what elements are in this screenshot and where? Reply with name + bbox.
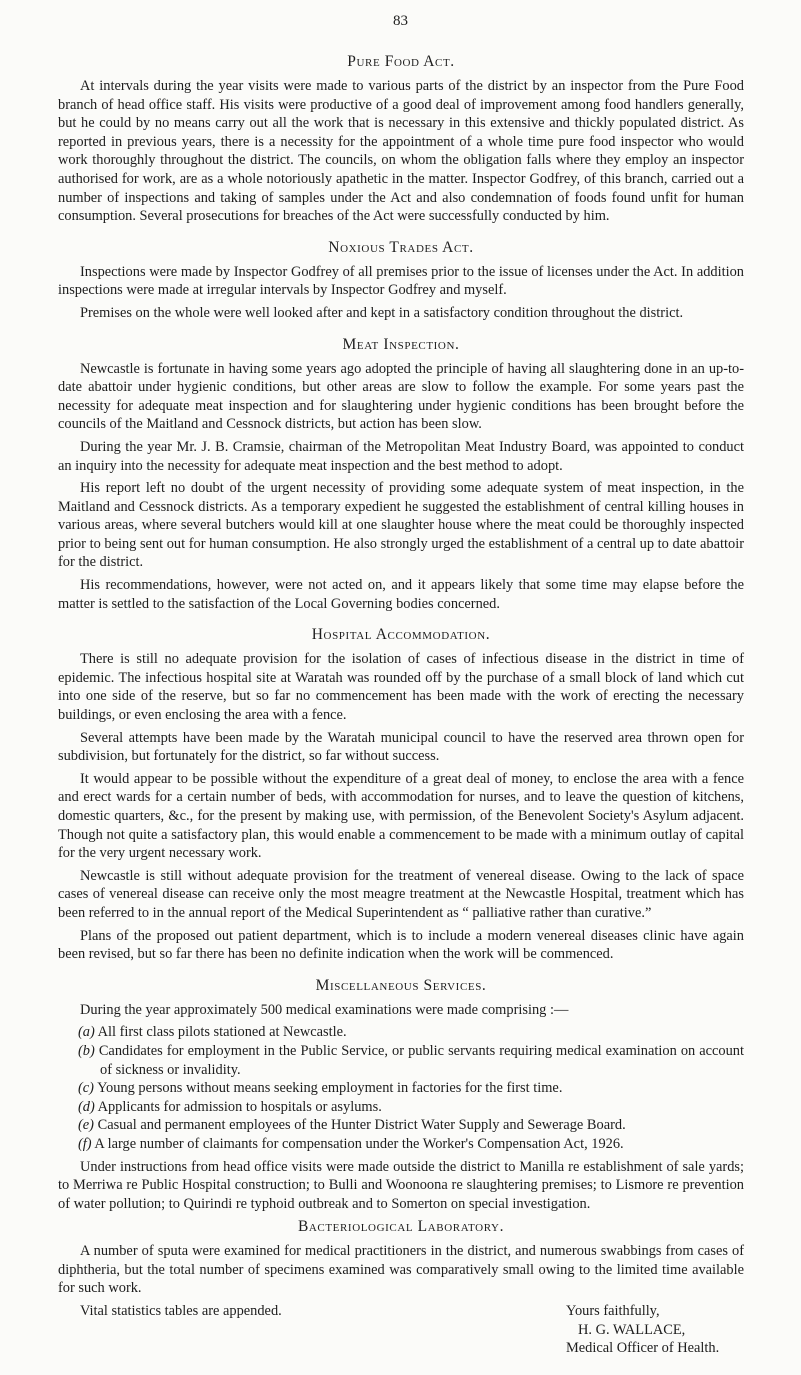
list-item [58, 1116, 744, 1135]
page-number: 83 [393, 13, 408, 29]
item-label: (c) [78, 1080, 94, 1097]
item-label: (b) [78, 1042, 95, 1059]
section-heading: Hospital Accommodation. [311, 626, 491, 644]
list-item [58, 1098, 744, 1117]
examination-list [58, 1023, 744, 1153]
list-item [58, 1023, 744, 1042]
item-text: Applicants for admission to hospitals or asylums. [97, 1098, 382, 1115]
section-heading: Meat Inspection. [342, 335, 460, 353]
list-item [58, 1135, 744, 1154]
item-text: Casual and permanent employees of the Hunter District Water Supply and Sewerage Board. [97, 1117, 626, 1134]
paragraph: His recommendations, however, were not acted on, and it appears likely that some time may elapse before the matter is settled to the satisfaction of the Local Governing bodies concerned. [58, 577, 744, 612]
section-heading: Bacteriological Laboratory. [297, 1218, 505, 1236]
list-item [58, 1079, 744, 1098]
paragraph: Newcastle is fortunate in having some years ago adopted the principle of having all slaughtering done in an up-to-date abattoir under hygienic conditions, but other areas are slow to follow the example. For some years past the necessity for adequate meat inspection and for slaughtering under hygienic conditions has been brought before the councils of the Maitland and Cessnock districts, but action has been slow. [58, 360, 744, 433]
item-text: Young persons without means seeking employment in factories for the first time. [97, 1080, 563, 1097]
signature-name: H. G. WALLACE, [578, 1321, 686, 1338]
item-label: (e) [78, 1117, 94, 1134]
item-label: (a) [78, 1024, 95, 1041]
paragraph: A number of sputa were examined for medical practitioners in the district, and numerous swabbings from cases of diphtheria, but the total number of specimens examined was comparatively small owing to the limited time available for such work. [58, 1243, 744, 1297]
item-text: All first class pilots stationed at Newcastle. [97, 1024, 347, 1041]
section-heading: Noxious Trades Act. [328, 238, 474, 256]
paragraph: Plans of the proposed out patient department, which is to include a modern venereal diseases clinic have again been revised, but so far there has been no definite indication when the work will be commenced. [58, 927, 744, 963]
page-body [58, 52, 744, 1357]
paragraph: Several attempts have been made by the Waratah municipal council to have the reserved area thrown open for subdivision, but fortunately for the district, so far without success. [58, 729, 744, 765]
closing-row [58, 1302, 744, 1321]
paragraph: There is still no adequate provision for the isolation of cases of infectious disease in the district in time of epidemic. The infectious hospital site at Waratah was rounded off by the purchase of a small block of land which cut into one side of the reserve, but so far no commencement has been made with the work of erecting the necessary buildings, or even enclosing the area with a fence. [58, 651, 744, 724]
paragraph: Inspections were made by Inspector Godfrey of all premises prior to the issue of licenses under the Act. In addition inspections were made at irregular intervals by Inspector Godfrey and myself. [58, 263, 744, 299]
paragraph: At intervals during the year visits were made to various parts of the district by an inspector from the Pure Food branch of head office staff. His visits were productive of a good deal of improvement among food handlers generally, but he could by no means carry out all the work that is necessary in this extensive and thickly populated district. As reported in previous years, there is a necessity for the appointment of a whole time pure food inspector who would work thoroughly throughout the district. The councils, on whom the obligation falls where they employ an inspector authorised for work, are as a whole notoriously apathetic in the matter. Inspector Godfrey, of this branch, carried out a number of inspections and taking of samples under the Act and also condemnation of foods found unfit for human consumption. Several prosecutions for breaches of the Act were successfully conducted by him. [58, 78, 744, 225]
signature-title: Medical Officer of Health. [566, 1339, 720, 1356]
paragraph: It would appear to be possible without the expenditure of a great deal of money, to enclose the area with a fence and erect wards for a certain number of beds, with accommodation for nurses, and to leave the question of kitchens, domestic quarters, &c., for the present by making use, with permission, of the Benevolent Society's Asylum adjacent. Though not quite a satisfactory plan, this would enable a commencement to be made with a minimum outlay of capital for the very urgent necessary work. [58, 770, 744, 862]
item-text: Candidates for employment in the Public Service, or public servants requiring medical examination on account of sickness or invalidity. [98, 1042, 744, 1078]
paragraph: Under instructions from head office visits were made outside the district to Manilla re establishment of sale yards; to Merriwa re Public Hospital construction; to Bulli and Woonoona re slaughtering premises; to Lismore re prevention of water pollution; to Quirindi re typhoid outbreak and to Somerton on special investigation. [58, 1158, 744, 1212]
paragraph: Newcastle is still without adequate provision for the treatment of venereal disease. Owing to the lack of space cases of venereal disease can receive only the most meagre treatment at the Newcastle Hospital, treatment which has been referred to in the annual report of the Medical Superintendent as “ palliative rather than curative.” [58, 867, 744, 921]
item-label: (f) [78, 1135, 92, 1152]
signature-block [566, 1321, 744, 1357]
list-item [58, 1042, 744, 1079]
item-label: (d) [78, 1098, 95, 1115]
item-text: A large number of claimants for compensation under the Worker's Compensation Act, 1926. [94, 1135, 624, 1152]
paragraph: During the year approximately 500 medical examinations were made comprising :— [80, 1001, 569, 1018]
section-heading: Pure Food Act. [347, 53, 455, 70]
paragraph: His report left no doubt of the urgent necessity of providing some adequate system of meat inspection, in the Maitland and Cessnock districts. As a temporary expedient he suggested the establishment of central killing houses in various areas, where several butchers would kill at one slaughter house where the meat could be thoroughly inspected prior to being sent out for human consumption. He also strongly urged the establishment of a central up to date abattoir for the district. [58, 480, 744, 571]
paragraph: During the year Mr. J. B. Cramsie, chairman of the Metropolitan Meat Industry Board, was appointed to conduct an inquiry into the necessity for adequate meat inspection and the best method to adopt. [58, 438, 744, 474]
paragraph: Premises on the whole were well looked after and kept in a satisfactory condition throughout the district. [80, 304, 684, 321]
signature-closing: Yours faithfully, [566, 1303, 660, 1320]
appended-note: Vital statistics tables are appended. [80, 1303, 282, 1320]
section-heading: Miscellaneous Services. [315, 976, 487, 994]
